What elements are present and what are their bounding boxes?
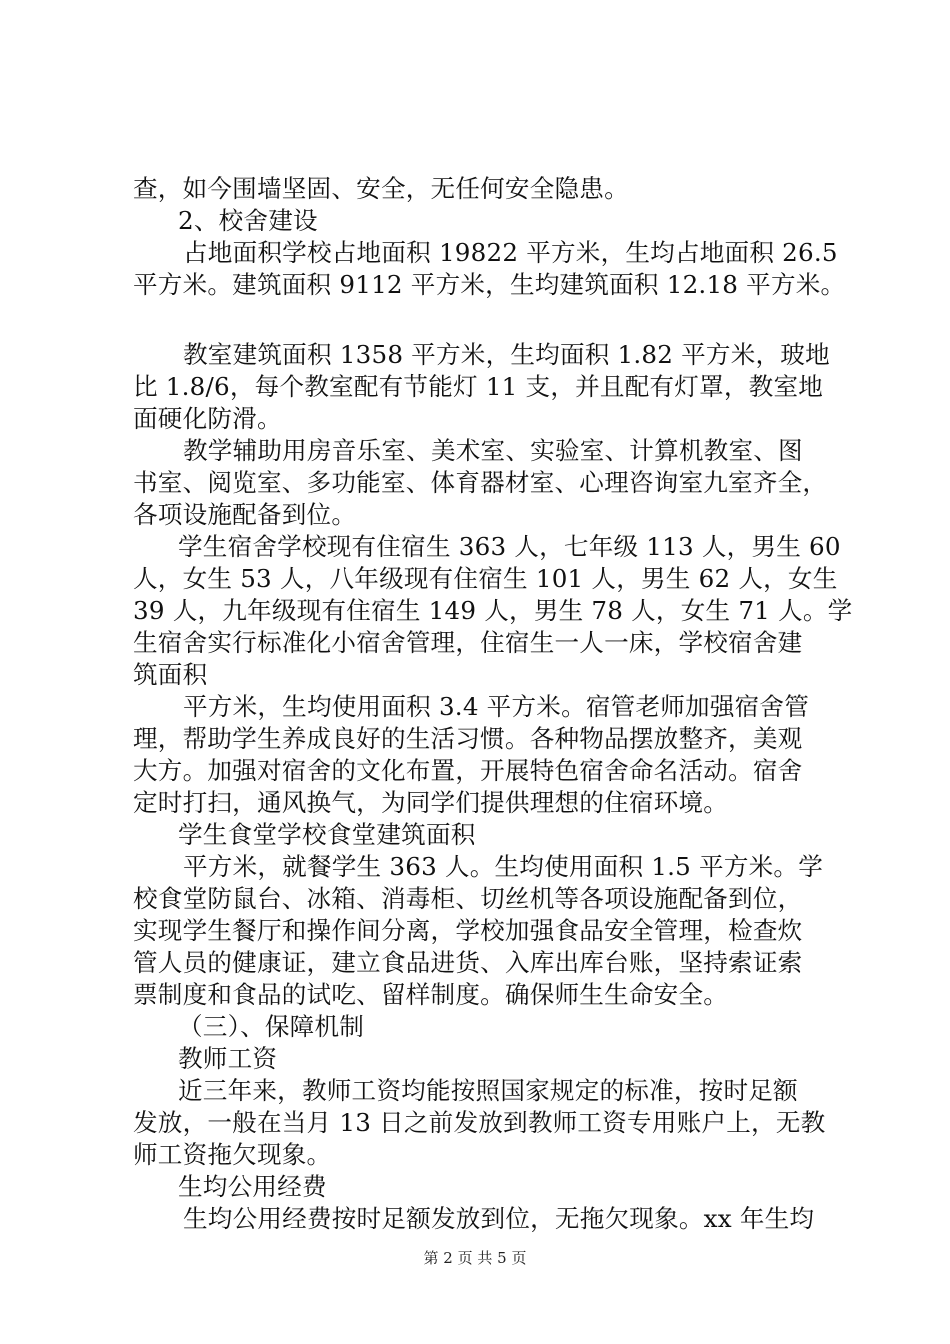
paragraph-gap	[133, 301, 833, 339]
paragraph-start: 学生宿舍学校现有住宿生 363 人，七年级 113 人，男生 60	[178, 532, 841, 561]
text-line: 平方米。建筑面积 9112 平方米，生均建筑面积 12.18 平方米。	[133, 270, 846, 299]
section-heading: 2、校舍建设	[178, 206, 318, 235]
text-line: 生宿舍实行标准化小宿舍管理，住宿生一人一床，学校宿舍建	[133, 628, 803, 657]
paragraph-start: 平方米，生均使用面积 3.4 平方米。宿管老师加强宿舍管	[183, 692, 810, 721]
text-line: 各项设施配备到位。	[133, 500, 357, 529]
text-line: 39 人，九年级现有住宿生 149 人，男生 78 人，女生 71 人。学	[133, 596, 853, 625]
paragraph-start: 教学辅助用房音乐室、美术室、实验室、计算机教室、图	[183, 436, 803, 465]
text-line: 面硬化防滑。	[133, 404, 282, 433]
text-line: 大方。加强对宿舍的文化布置，开展特色宿舍命名活动。宿舍	[133, 756, 803, 785]
text-line: 发放，一般在当月 13 日之前发放到教师工资专用账户上，无教	[133, 1108, 826, 1137]
document-body	[133, 173, 853, 1235]
paragraph-start: 平方米，就餐学生 363 人。生均使用面积 1.5 平方米。学	[183, 852, 823, 881]
text-line: 实现学生餐厅和操作间分离，学校加强食品安全管理，检查炊	[133, 916, 803, 945]
text-line: 校食堂防鼠台、冰箱、消毒柜、切丝机等各项设施配备到位，	[133, 884, 803, 913]
paragraph-start: 教室建筑面积 1358 平方米，生均面积 1.82 平方米，玻地	[183, 340, 830, 369]
text-line: 人，女生 53 人，八年级现有住宿生 101 人，男生 62 人，女生	[133, 564, 838, 593]
text-line: 定时打扫，通风换气，为同学们提供理想的住宿环境。	[133, 788, 729, 817]
section-heading: （三）、保障机制	[178, 1012, 365, 1041]
page-footer: 第 2 页 共 5 页	[423, 1249, 527, 1267]
text-line: 师工资拖欠现象。	[133, 1140, 332, 1169]
text-line: 比 1.8/6，每个教室配有节能灯 11 支，并且配有灯罩，教室地	[133, 372, 824, 401]
text-line: 查，如今围墙坚固、安全，无任何安全隐患。	[133, 174, 629, 203]
subheading: 教师工资	[178, 1044, 278, 1073]
paragraph-start: 占地面积学校占地面积 19822 平方米，生均占地面积 26.5	[183, 238, 838, 267]
paragraph-start: 生均公用经费按时足额发放到位，无拖欠现象。xx 年生均	[183, 1204, 815, 1233]
subheading: 生均公用经费	[178, 1172, 327, 1201]
text-line: 管人员的健康证，建立食品进货、入库出库台账，坚持索证索	[133, 948, 803, 977]
text-line: 理，帮助学生养成良好的生活习惯。各种物品摆放整齐，美观	[133, 724, 803, 753]
text-line: 筑面积	[133, 660, 208, 689]
paragraph-start: 学生食堂学校食堂建筑面积	[178, 820, 476, 849]
paragraph-start: 近三年来，教师工资均能按照国家规定的标准，按时足额	[178, 1076, 798, 1105]
text-line: 票制度和食品的试吃、留样制度。确保师生生命安全。	[133, 980, 729, 1009]
text-line: 书室、阅览室、多功能室、体育器材室、心理咨询室九室齐全，	[133, 468, 828, 497]
